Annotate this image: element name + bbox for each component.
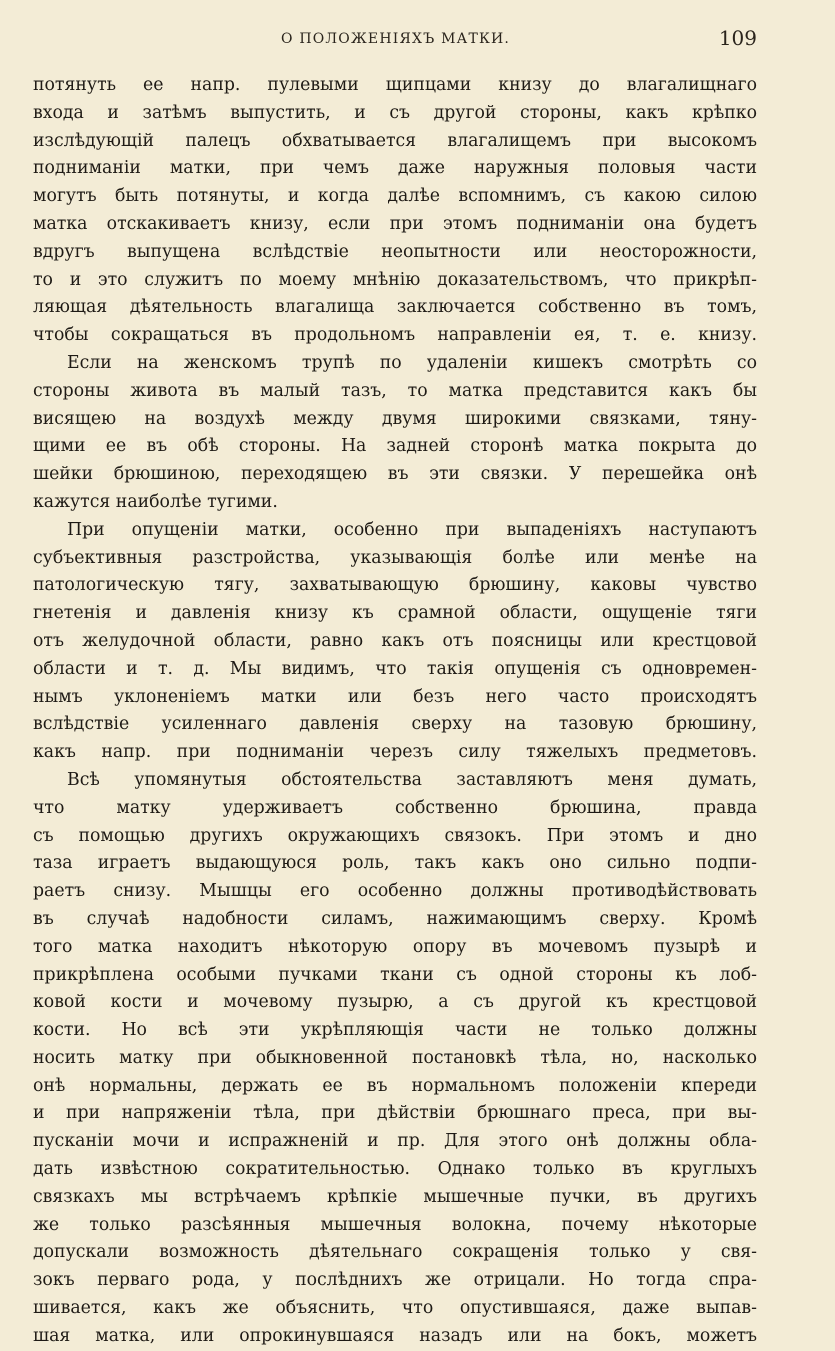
text-line: какъ напр. при подниманіи черезъ силу тяжелыхъ предметовъ. bbox=[33, 742, 757, 763]
text-line: отъ желудочной области, равно какъ отъ поясницы или крестцовой bbox=[33, 630, 757, 651]
text-line: изслѣдующій палецъ обхватывается влагалищемъ при высокомъ bbox=[33, 130, 757, 151]
text-line: кости. Но всѣ эти укрѣпляющія части не только должны bbox=[33, 1020, 757, 1041]
text-line: прикрѣплена особыми пучками ткани съ одной стороны къ лоб- bbox=[33, 964, 757, 985]
text-line: могутъ быть потянуты, и когда далѣе вспомнимъ, съ какою силою bbox=[33, 186, 757, 207]
text-line: При опущеніи матки, особенно при выпаденіяхъ наступаютъ bbox=[67, 519, 757, 540]
text-line: Если на женскомъ трупѣ по удаленіи кишекъ смотрѣть со bbox=[67, 352, 757, 373]
text-line: что матку удерживаетъ собственно брюшина, правда bbox=[33, 797, 757, 818]
text-line: вдругъ выпущена вслѣдствіе неопытности или неосторожности, bbox=[33, 241, 757, 262]
text-line: стороны живота въ малый тазъ, то матка представится какъ бы bbox=[33, 380, 757, 401]
text-line: ковой кости и мочевому пузырю, а съ другой къ крестцовой bbox=[33, 992, 757, 1013]
text-line: зокъ перваго рода, у послѣднихъ же отрицали. Но тогда спра- bbox=[33, 1270, 757, 1291]
text-line: патологическую тягу, захватывающую брюшину, каковы чувство bbox=[33, 575, 757, 596]
text-line: подниманіи матки, при чемъ даже наружныя половыя части bbox=[33, 158, 757, 179]
text-line: шивается, какъ же объяснить, что опустившаяся, даже выпав- bbox=[33, 1298, 757, 1319]
text-line: раетъ снизу. Мышцы его особенно должны противодѣйствовать bbox=[33, 881, 757, 902]
text-line: того матка находитъ нѣкоторую опору въ мочевомъ пузырѣ и bbox=[33, 936, 757, 957]
text-line: субъективныя разстройства, указывающія болѣе или менѣе на bbox=[33, 547, 757, 568]
text-line: вслѣдствіе усиленнаго давленія сверху на тазовую брюшину, bbox=[33, 714, 757, 735]
text-line: висящею на воздухѣ между двумя широкими связками, тяну- bbox=[33, 408, 757, 429]
text-line: шейки брюшиною, переходящею въ эти связки. У перешейка онѣ bbox=[33, 464, 757, 485]
text-line: съ помощью другихъ окружающихъ связокъ. При этомъ и дно bbox=[33, 825, 757, 846]
page-number: 109 bbox=[718, 26, 757, 50]
text-line: связкахъ мы встрѣчаемъ крѣпкіе мышечные пучки, въ другихъ bbox=[33, 1186, 757, 1207]
text-line: онѣ нормальны, держать ее въ нормальномъ положеніи кпереди bbox=[33, 1075, 757, 1096]
text-line: пусканіи мочи и испражненій и пр. Для этого онѣ должны обла- bbox=[33, 1131, 757, 1152]
body-text bbox=[33, 72, 757, 1351]
text-line: входа и затѣмъ выпустить, и съ другой стороны, какъ крѣпко bbox=[33, 102, 757, 123]
text-line: области и т. д. Мы видимъ, что такія опущенія съ одновремен- bbox=[33, 658, 757, 679]
text-line: щими ее въ обѣ стороны. На задней сторонѣ матка покрыта до bbox=[33, 436, 757, 457]
text-line: носить матку при обыкновенной постановкѣ тѣла, но, насколько bbox=[33, 1047, 757, 1068]
text-line: матка отскакиваетъ книзу, если при этомъ подниманіи она будетъ bbox=[33, 213, 757, 234]
text-line: и при напряженіи тѣла, при дѣйствіи брюшнаго преса, при вы- bbox=[33, 1103, 757, 1124]
text-line: допускали возможность дѣятельнаго сокращенія только у свя- bbox=[33, 1242, 757, 1263]
text-line: Всѣ упомянутыя обстоятельства заставляютъ меня думать, bbox=[67, 769, 757, 790]
text-line: кажутся наиболѣе тугими. bbox=[33, 491, 278, 512]
page-header bbox=[33, 22, 757, 62]
text-line: ляющая дѣятельность влагалища заключается собственно въ томъ, bbox=[33, 297, 757, 318]
text-line: нымъ уклоненіемъ матки или безъ него часто происходятъ bbox=[33, 686, 757, 707]
text-line: таза играетъ выдающуюся роль, такъ какъ оно сильно подпи- bbox=[33, 853, 757, 874]
text-line: же только разсѣянныя мышечныя волокна, почему нѣкоторые bbox=[33, 1214, 757, 1235]
text-line: шая матка, или опрокинувшаяся назадъ или на бокъ, можетъ bbox=[33, 1325, 757, 1346]
text-line: гнетенія и давленія книзу къ срамной области, ощущеніе тяги bbox=[33, 603, 757, 624]
text-line: дать извѣстною сократительностью. Однако только въ круглыхъ bbox=[33, 1159, 757, 1180]
text-line: въ случаѣ надобности силамъ, нажимающимъ сверху. Кромѣ bbox=[33, 908, 757, 929]
running-title: О ПОЛОЖЕНІЯХЪ МАТКИ. bbox=[281, 31, 511, 47]
text-line: то и это служитъ по моему мнѣнію доказательствомъ, что прикрѣп- bbox=[33, 269, 757, 290]
text-line: чтобы сокращаться въ продольномъ направленіи ея, т. е. книзу. bbox=[33, 325, 757, 346]
text-line: потянуть ее напр. пулевыми щипцами книзу до влагалищнаго bbox=[33, 75, 757, 95]
